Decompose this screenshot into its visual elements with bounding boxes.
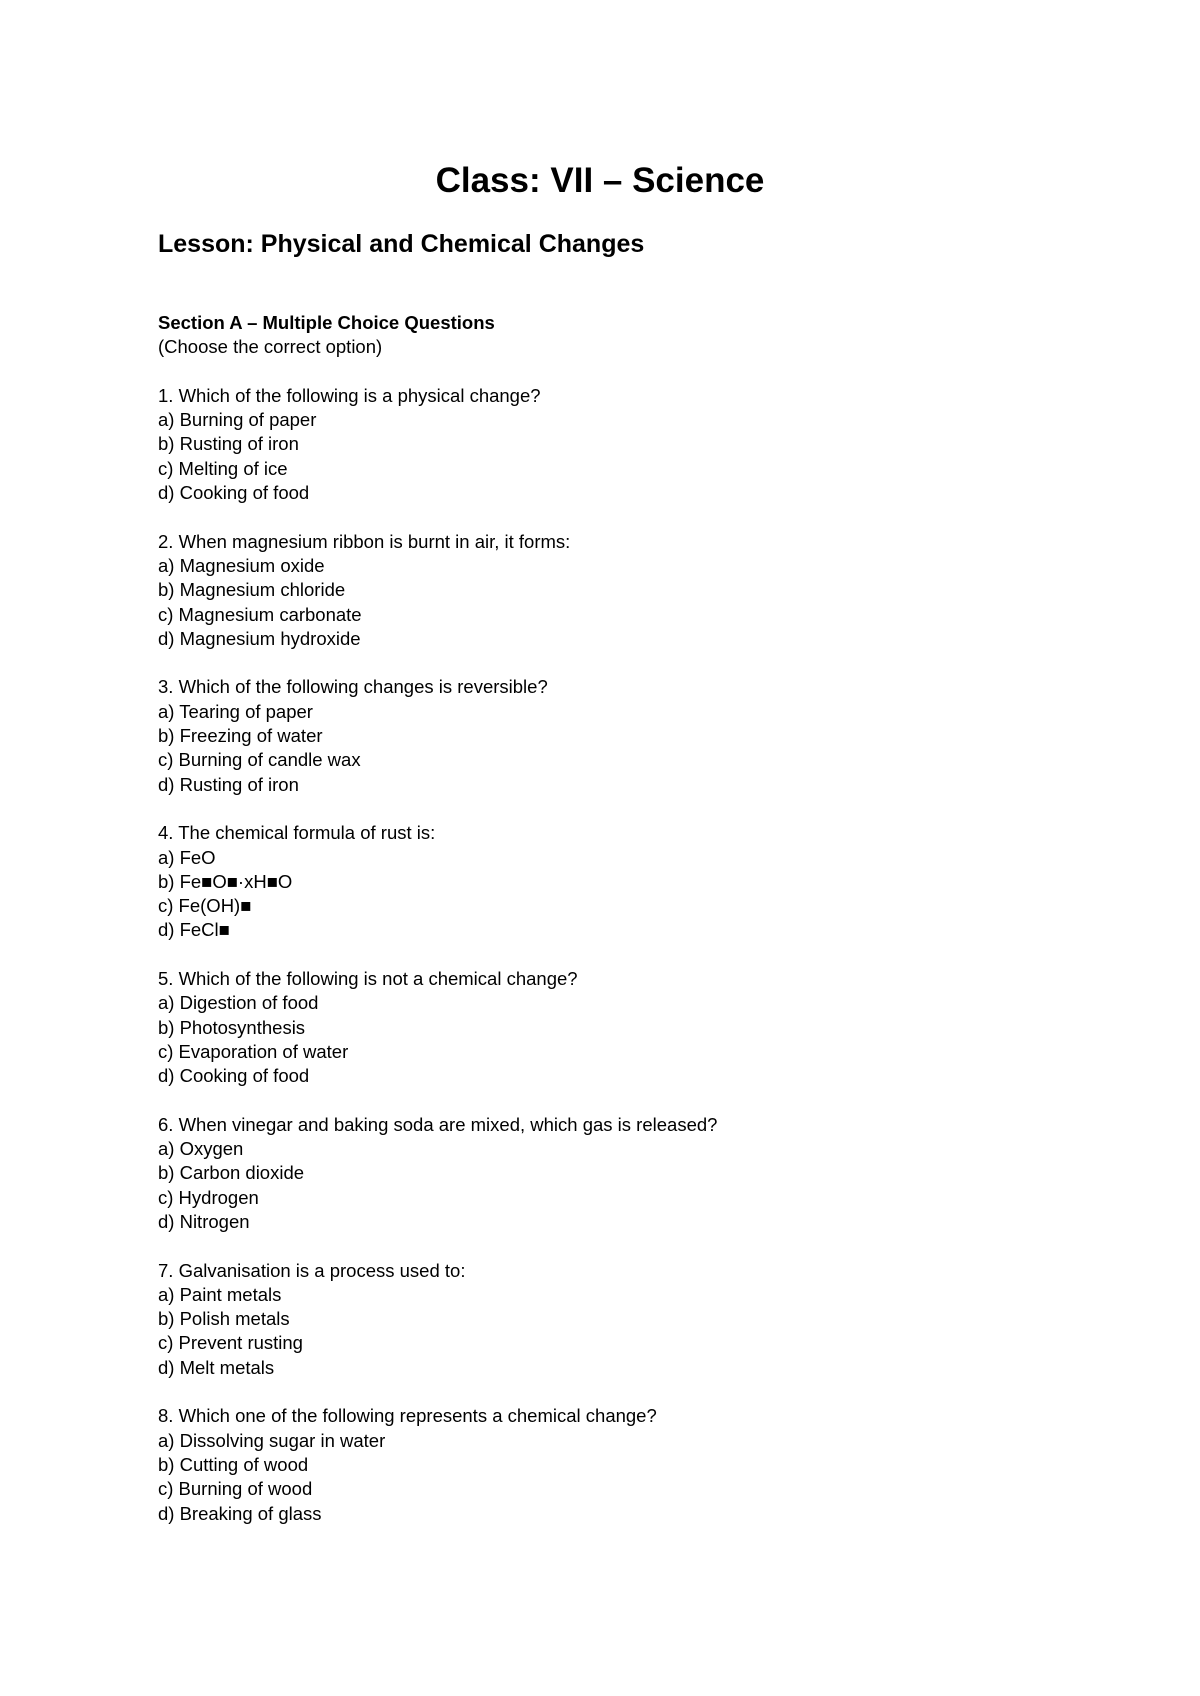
question-7 <box>158 1259 1118 1380</box>
section-heading: Section A – Multiple Choice Questions <box>158 312 495 333</box>
option-a: a) Oxygen <box>158 1138 244 1160</box>
question-text: 1. Which of the following is a physical change? <box>158 384 541 406</box>
option-c: c) Hydrogen <box>158 1186 259 1208</box>
option-d: d) Breaking of glass <box>158 1502 322 1524</box>
option-b: b) Cutting of wood <box>158 1453 309 1475</box>
section-a <box>158 311 1118 1550</box>
question-6 <box>158 1113 1118 1234</box>
question-1 <box>158 384 1118 505</box>
option-b: b) Polish metals <box>158 1308 290 1330</box>
option-d: d) Nitrogen <box>158 1210 250 1232</box>
option-b: b) Magnesium chloride <box>158 579 346 601</box>
option-d: d) Melt metals <box>158 1356 275 1378</box>
option-d: d) Rusting of iron <box>158 773 299 795</box>
question-text: 5. Which of the following is not a chemical change? <box>158 968 578 990</box>
option-a: a) Paint metals <box>158 1283 282 1305</box>
option-c: c) Melting of ice <box>158 457 288 479</box>
option-c: c) Fe(OH)■ <box>158 895 252 917</box>
question-2 <box>158 530 1118 651</box>
question-text: 6. When vinegar and baking soda are mixed, which gas is released? <box>158 1113 718 1135</box>
option-b: b) Rusting of iron <box>158 433 299 455</box>
question-text: 2. When magnesium ribbon is burnt in air, it forms: <box>158 530 571 552</box>
option-a: a) Tearing of paper <box>158 700 313 722</box>
question-5 <box>158 967 1118 1088</box>
question-text: 3. Which of the following changes is reversible? <box>158 676 548 698</box>
question-4 <box>158 821 1118 942</box>
question-text: 4. The chemical formula of rust is: <box>158 822 436 844</box>
option-c: c) Evaporation of water <box>158 1040 349 1062</box>
option-a: a) Dissolving sugar in water <box>158 1429 386 1451</box>
question-3 <box>158 675 1118 796</box>
question-8 <box>158 1404 1118 1525</box>
option-c: c) Magnesium carbonate <box>158 603 362 625</box>
question-text: 7. Galvanisation is a process used to: <box>158 1259 466 1281</box>
option-d: d) Cooking of food <box>158 1065 310 1087</box>
option-c: c) Prevent rusting <box>158 1332 303 1354</box>
option-c: c) Burning of wood <box>158 1478 313 1500</box>
option-d: d) FeCl■ <box>158 919 230 941</box>
option-a: a) FeO <box>158 846 216 868</box>
lesson-title: Lesson: Physical and Chemical Changes <box>158 230 645 258</box>
option-b: b) Carbon dioxide <box>158 1162 305 1184</box>
option-b: b) Photosynthesis <box>158 1016 306 1038</box>
option-a: a) Magnesium oxide <box>158 554 325 576</box>
option-a: a) Burning of paper <box>158 409 317 431</box>
section-instruction: (Choose the correct option) <box>158 336 383 358</box>
option-b: b) Freezing of water <box>158 725 323 747</box>
option-b: b) Fe■O■·xH■O <box>158 870 293 892</box>
question-text: 8. Which one of the following represents a chemical change? <box>158 1405 657 1427</box>
option-d: d) Cooking of food <box>158 482 310 504</box>
option-d: d) Magnesium hydroxide <box>158 627 361 649</box>
option-a: a) Digestion of food <box>158 992 319 1014</box>
option-c: c) Burning of candle wax <box>158 749 361 771</box>
page-title: Class: VII – Science <box>435 161 765 200</box>
